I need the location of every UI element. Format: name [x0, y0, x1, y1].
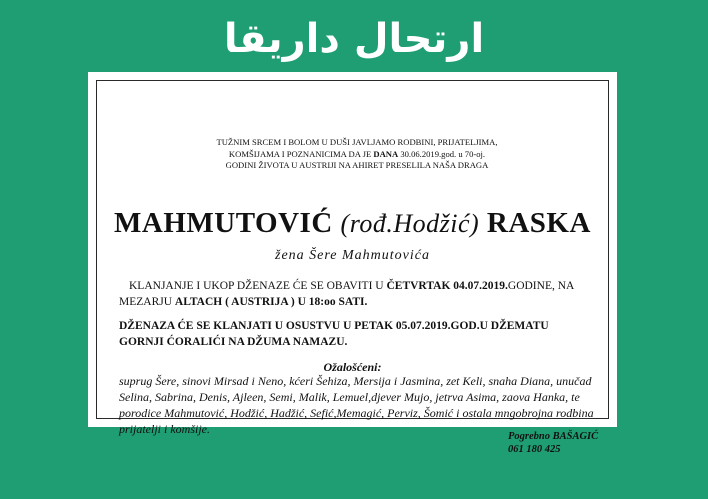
intro-line-2: [147, 149, 567, 161]
surname: MAHMUTOVIĆ: [114, 207, 333, 239]
funeral-date: ČETVRTAK 04.07.2019.: [386, 280, 508, 292]
obituary-card: [88, 72, 617, 436]
funeral-home-name: Pogrebno BAŠAGIĆ: [508, 431, 599, 442]
funeral-details: [119, 278, 594, 310]
funeral-text-a: KLANJANJE I UKOP DŽENAZE ĆE SE OBAVITI U: [129, 280, 387, 292]
mourners-heading-text: Ožalošćeni: [323, 360, 378, 374]
intro-line-2-a: KOMŠIJAMA I POZNANICIMA DA JE: [228, 148, 374, 159]
intro-line-3: GODINI ŽIVOTA U AUSTRIJI NA AHIRET PRESELILA NAŠA DRAGA: [225, 160, 489, 170]
funeral-text-c: GODINE, NA MEZARJU: [119, 280, 574, 308]
intro-line-2-b: DANA: [373, 148, 399, 159]
funeral-location: ALTACH ( AUSTRIJA ): [174, 296, 295, 308]
arabic-calligraphy-heading: ارتحال داريقا: [223, 16, 485, 62]
intro-line-1: TUŽNIM SRCEM I BOLOM U DUŠI JAVLJAMO RODBINI, PRIJATELJIMA,: [216, 137, 498, 147]
maiden-name: (rođ.Hodžić): [340, 209, 480, 238]
first-name: RASKA: [486, 207, 591, 239]
mourners-list: suprug Šere, sinovi Mirsad i Neno, kćeri Šehiza, Mersija i Jasmina, zet Keli, snaha Diana, unučad Selina, Sabrina, Denis, Ajleen, Semi, Malik, Lemuel,djever Mujo, jetrva Asima, zaova Hanka, te porodice Mahmutović, Hodžić, Hadžić, Sefić,Memagić, Perviz, Šomić i ostala mngobrojna rodbina prijatelji i komšije.: [119, 374, 594, 436]
funeral-text-e: U: [294, 296, 309, 308]
absentia-prayer: DŽENAZA ĆE SE KLANJATI U OSUSTVU U PETAK 05.07.2019.GOD.U DŽEMATU GORNJI ĆORALIĆI NA DŽUMA NAMAZU.: [119, 320, 549, 348]
funeral-time: 18:oo SATI.: [308, 296, 368, 308]
obituary-border: [96, 80, 609, 436]
mourners-heading: Ožalošćeni:: [323, 360, 382, 374]
intro-line-2-c: 30.06.2019.god. u 70-oj.: [398, 148, 486, 159]
funeral-home-phone: 061 180 425: [508, 444, 561, 455]
intro-text: [147, 137, 567, 172]
spouse-line: žena Šere Mahmutovića: [275, 248, 430, 263]
funeral-home-info: [508, 430, 598, 456]
deceased-name: [97, 206, 608, 241]
